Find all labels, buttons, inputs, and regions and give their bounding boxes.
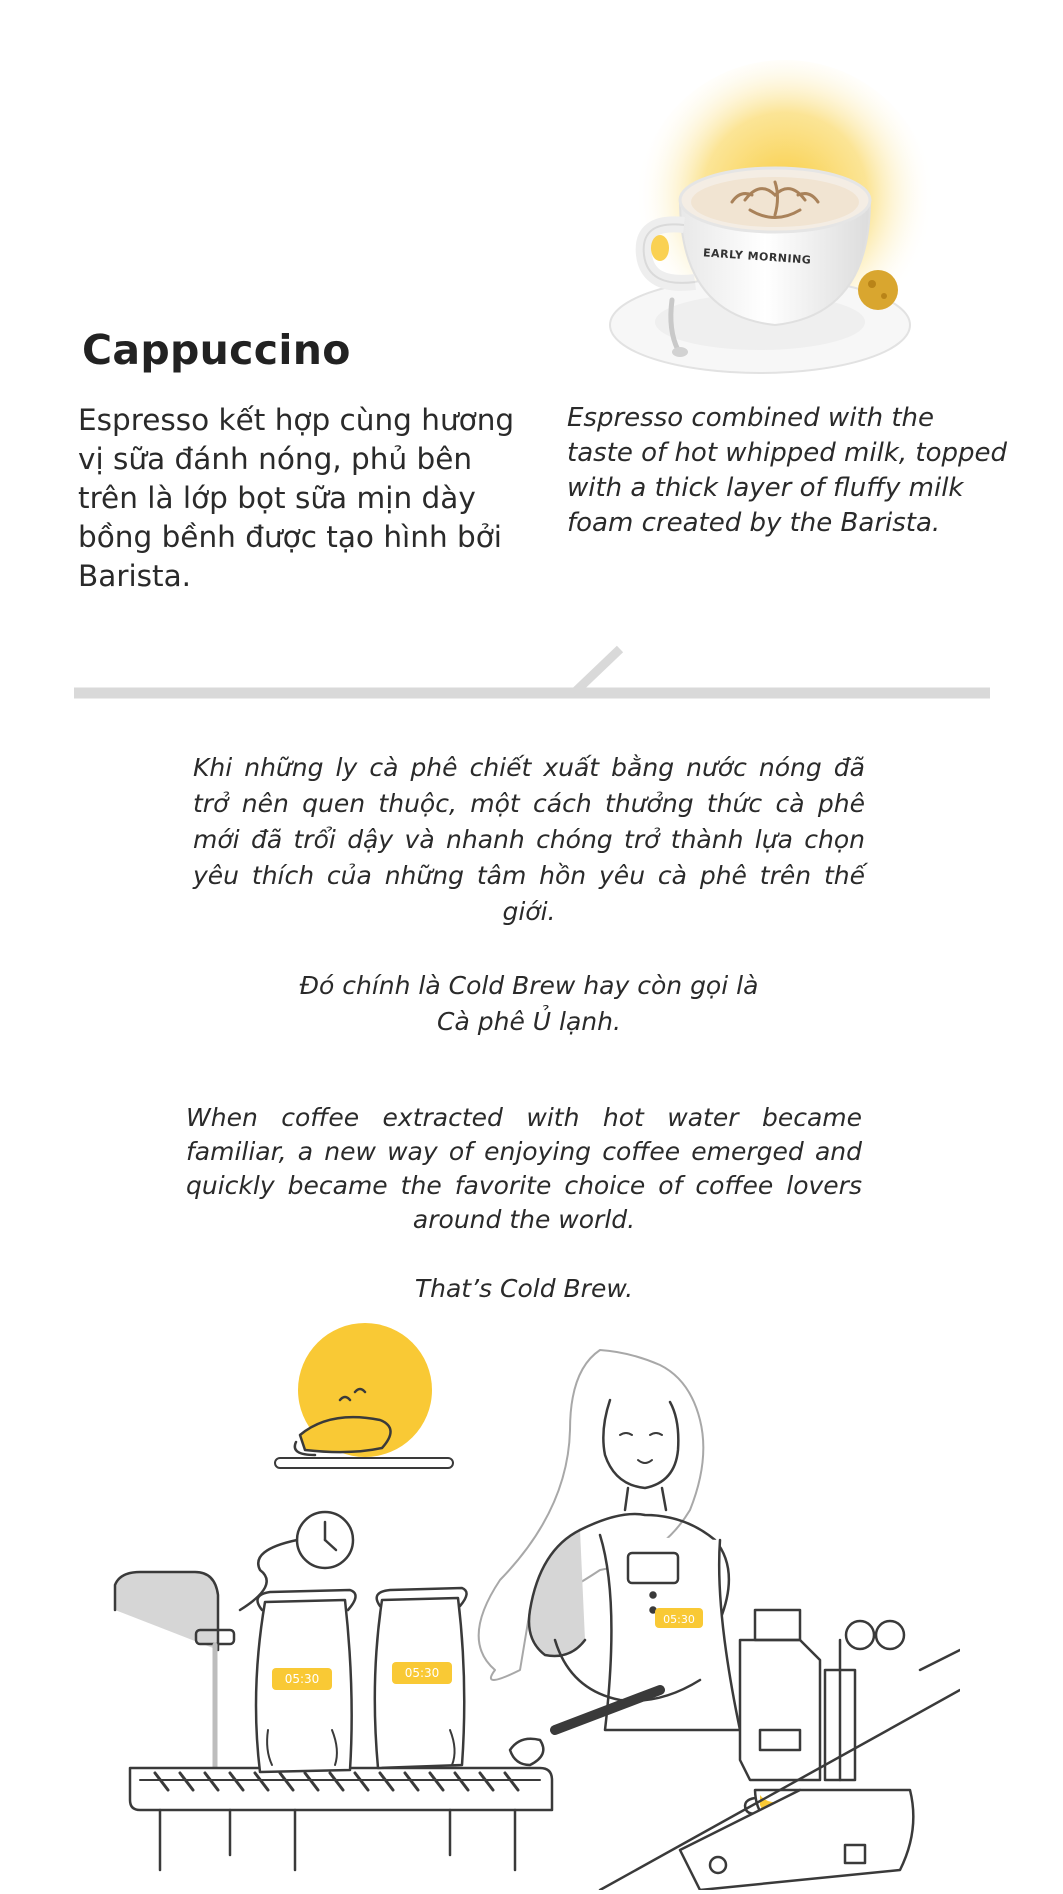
cup-brand-text: EARLY MORNING: [702, 246, 812, 267]
story-vi-line-2: Cà phê Ủ lạnh.: [437, 1007, 621, 1036]
bag-label-1-text: 05:30: [284, 1672, 320, 1686]
cappuccino-image: [600, 60, 940, 380]
story-en-paragraph-1: When coffee extracted with hot water became familiar, a new way of enjoying coffee emerged and quickly became the favorite choice of coffee lovers around the world.: [186, 1103, 862, 1234]
product-description-en: Espresso combined with the taste of hot whipped milk, topped with a thick layer of fluffy milk foam created by the Barista.: [567, 403, 1008, 538]
barista-illustration: [100, 1310, 960, 1890]
bag-label-1: [272, 1668, 332, 1690]
apron-label-text: 05:30: [663, 1613, 695, 1626]
apron-label: [655, 1608, 703, 1628]
section-divider: [0, 645, 1063, 705]
product-description-vi: Espresso kết hợp cùng hương vị sữa đánh nóng, phủ bên trên là lớp bọt sữa mịn dày bồng bềnh được tạo hình bởi Barista.: [78, 403, 515, 593]
story-en-paragraph-2: That’s Cold Brew.: [414, 1274, 634, 1303]
product-title: Cappuccino: [82, 326, 351, 374]
story-vi-line-1: Đó chính là Cold Brew hay còn gọi là: [299, 971, 759, 1000]
bag-label-2: [392, 1662, 452, 1684]
bag-label-2-text: 05:30: [404, 1666, 440, 1680]
story-vi-paragraph-2: [193, 968, 865, 1040]
story-vi-paragraph-1: Khi những ly cà phê chiết xuất bằng nước nóng đã trở nên quen thuộc, một cách thưởng thức cà phê mới đã trổi dậy và nhanh chóng trở thành lựa chọn yêu thích của những tâm hồn yêu cà phê trên thế giới.: [193, 753, 865, 926]
